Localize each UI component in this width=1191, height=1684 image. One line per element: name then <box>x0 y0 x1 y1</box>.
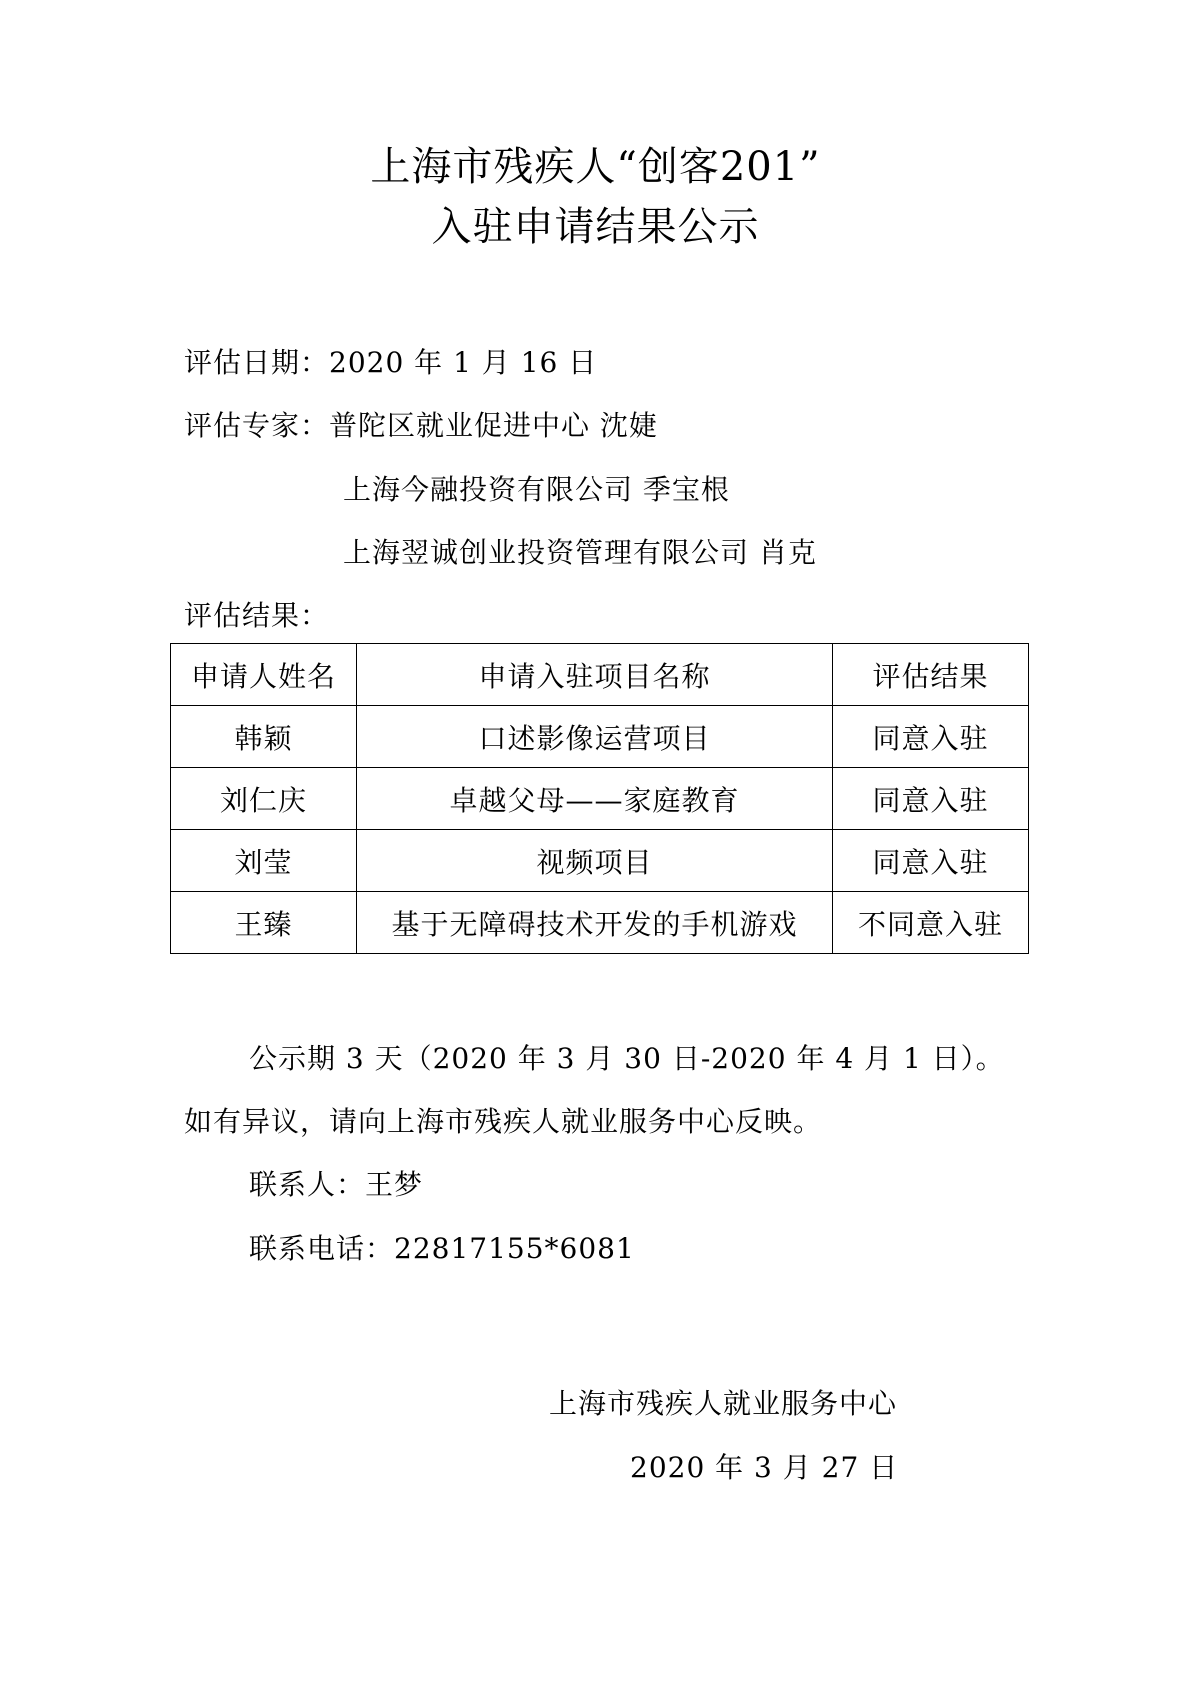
experts-label: 评估专家： <box>184 409 330 442</box>
evaluation-result: 同意入驻 <box>833 706 1029 768</box>
results-table <box>170 643 1029 954</box>
expert-3: 上海翌诚创业投资管理有限公司 肖克 <box>343 536 817 569</box>
evaluation-experts <box>184 408 658 444</box>
signature-organization: 上海市残疾人就业服务中心 <box>549 1387 898 1420</box>
project-name: 卓越父母——家庭教育 <box>357 768 833 830</box>
phone-label: 联系电话： <box>249 1232 395 1265</box>
table-row <box>171 768 1029 830</box>
table-row <box>171 892 1029 954</box>
table-header-row <box>171 644 1029 706</box>
title-line-2: 入驻申请结果公示 <box>431 204 760 250</box>
phone-value: 22817155*6081 <box>394 1232 635 1265</box>
expert-2: 上海今融投资有限公司 季宝根 <box>343 473 730 506</box>
notice-period: 公示期 3 天（2020 年 3 月 30 日-2020 年 4 月 1 日）。 <box>249 1042 1005 1075</box>
header-project-name: 申请入驻项目名称 <box>357 644 833 706</box>
evaluation-date <box>184 345 597 381</box>
table-row <box>171 830 1029 892</box>
evaluation-result: 同意入驻 <box>833 768 1029 830</box>
project-name: 基于无障碍技术开发的手机游戏 <box>357 892 833 954</box>
contact-value: 王梦 <box>365 1168 424 1201</box>
applicant-name: 韩颖 <box>171 706 357 768</box>
applicant-name: 王臻 <box>171 892 357 954</box>
results-label: 评估结果： <box>184 599 330 632</box>
evaluation-result: 不同意入驻 <box>833 892 1029 954</box>
table-row <box>171 706 1029 768</box>
header-evaluation-result: 评估结果 <box>833 644 1029 706</box>
evaluation-date-value: 2020 年 1 月 16 日 <box>329 346 598 379</box>
project-name: 口述影像运营项目 <box>357 706 833 768</box>
header-applicant-name: 申请人姓名 <box>171 644 357 706</box>
contact-label: 联系人： <box>249 1168 366 1201</box>
contact-person <box>249 1167 423 1203</box>
project-name: 视频项目 <box>357 830 833 892</box>
applicant-name: 刘莹 <box>171 830 357 892</box>
evaluation-result: 同意入驻 <box>833 830 1029 892</box>
signature-date: 2020 年 3 月 27 日 <box>630 1451 899 1484</box>
notice-objection: 如有异议，请向上海市残疾人就业服务中心反映。 <box>184 1105 823 1138</box>
applicant-name: 刘仁庆 <box>171 768 357 830</box>
expert-1: 普陀区就业促进中心 沈婕 <box>329 409 658 442</box>
title-line-1: 上海市残疾人“创客201” <box>370 144 821 190</box>
contact-phone <box>249 1231 635 1267</box>
evaluation-date-label: 评估日期： <box>184 346 330 379</box>
